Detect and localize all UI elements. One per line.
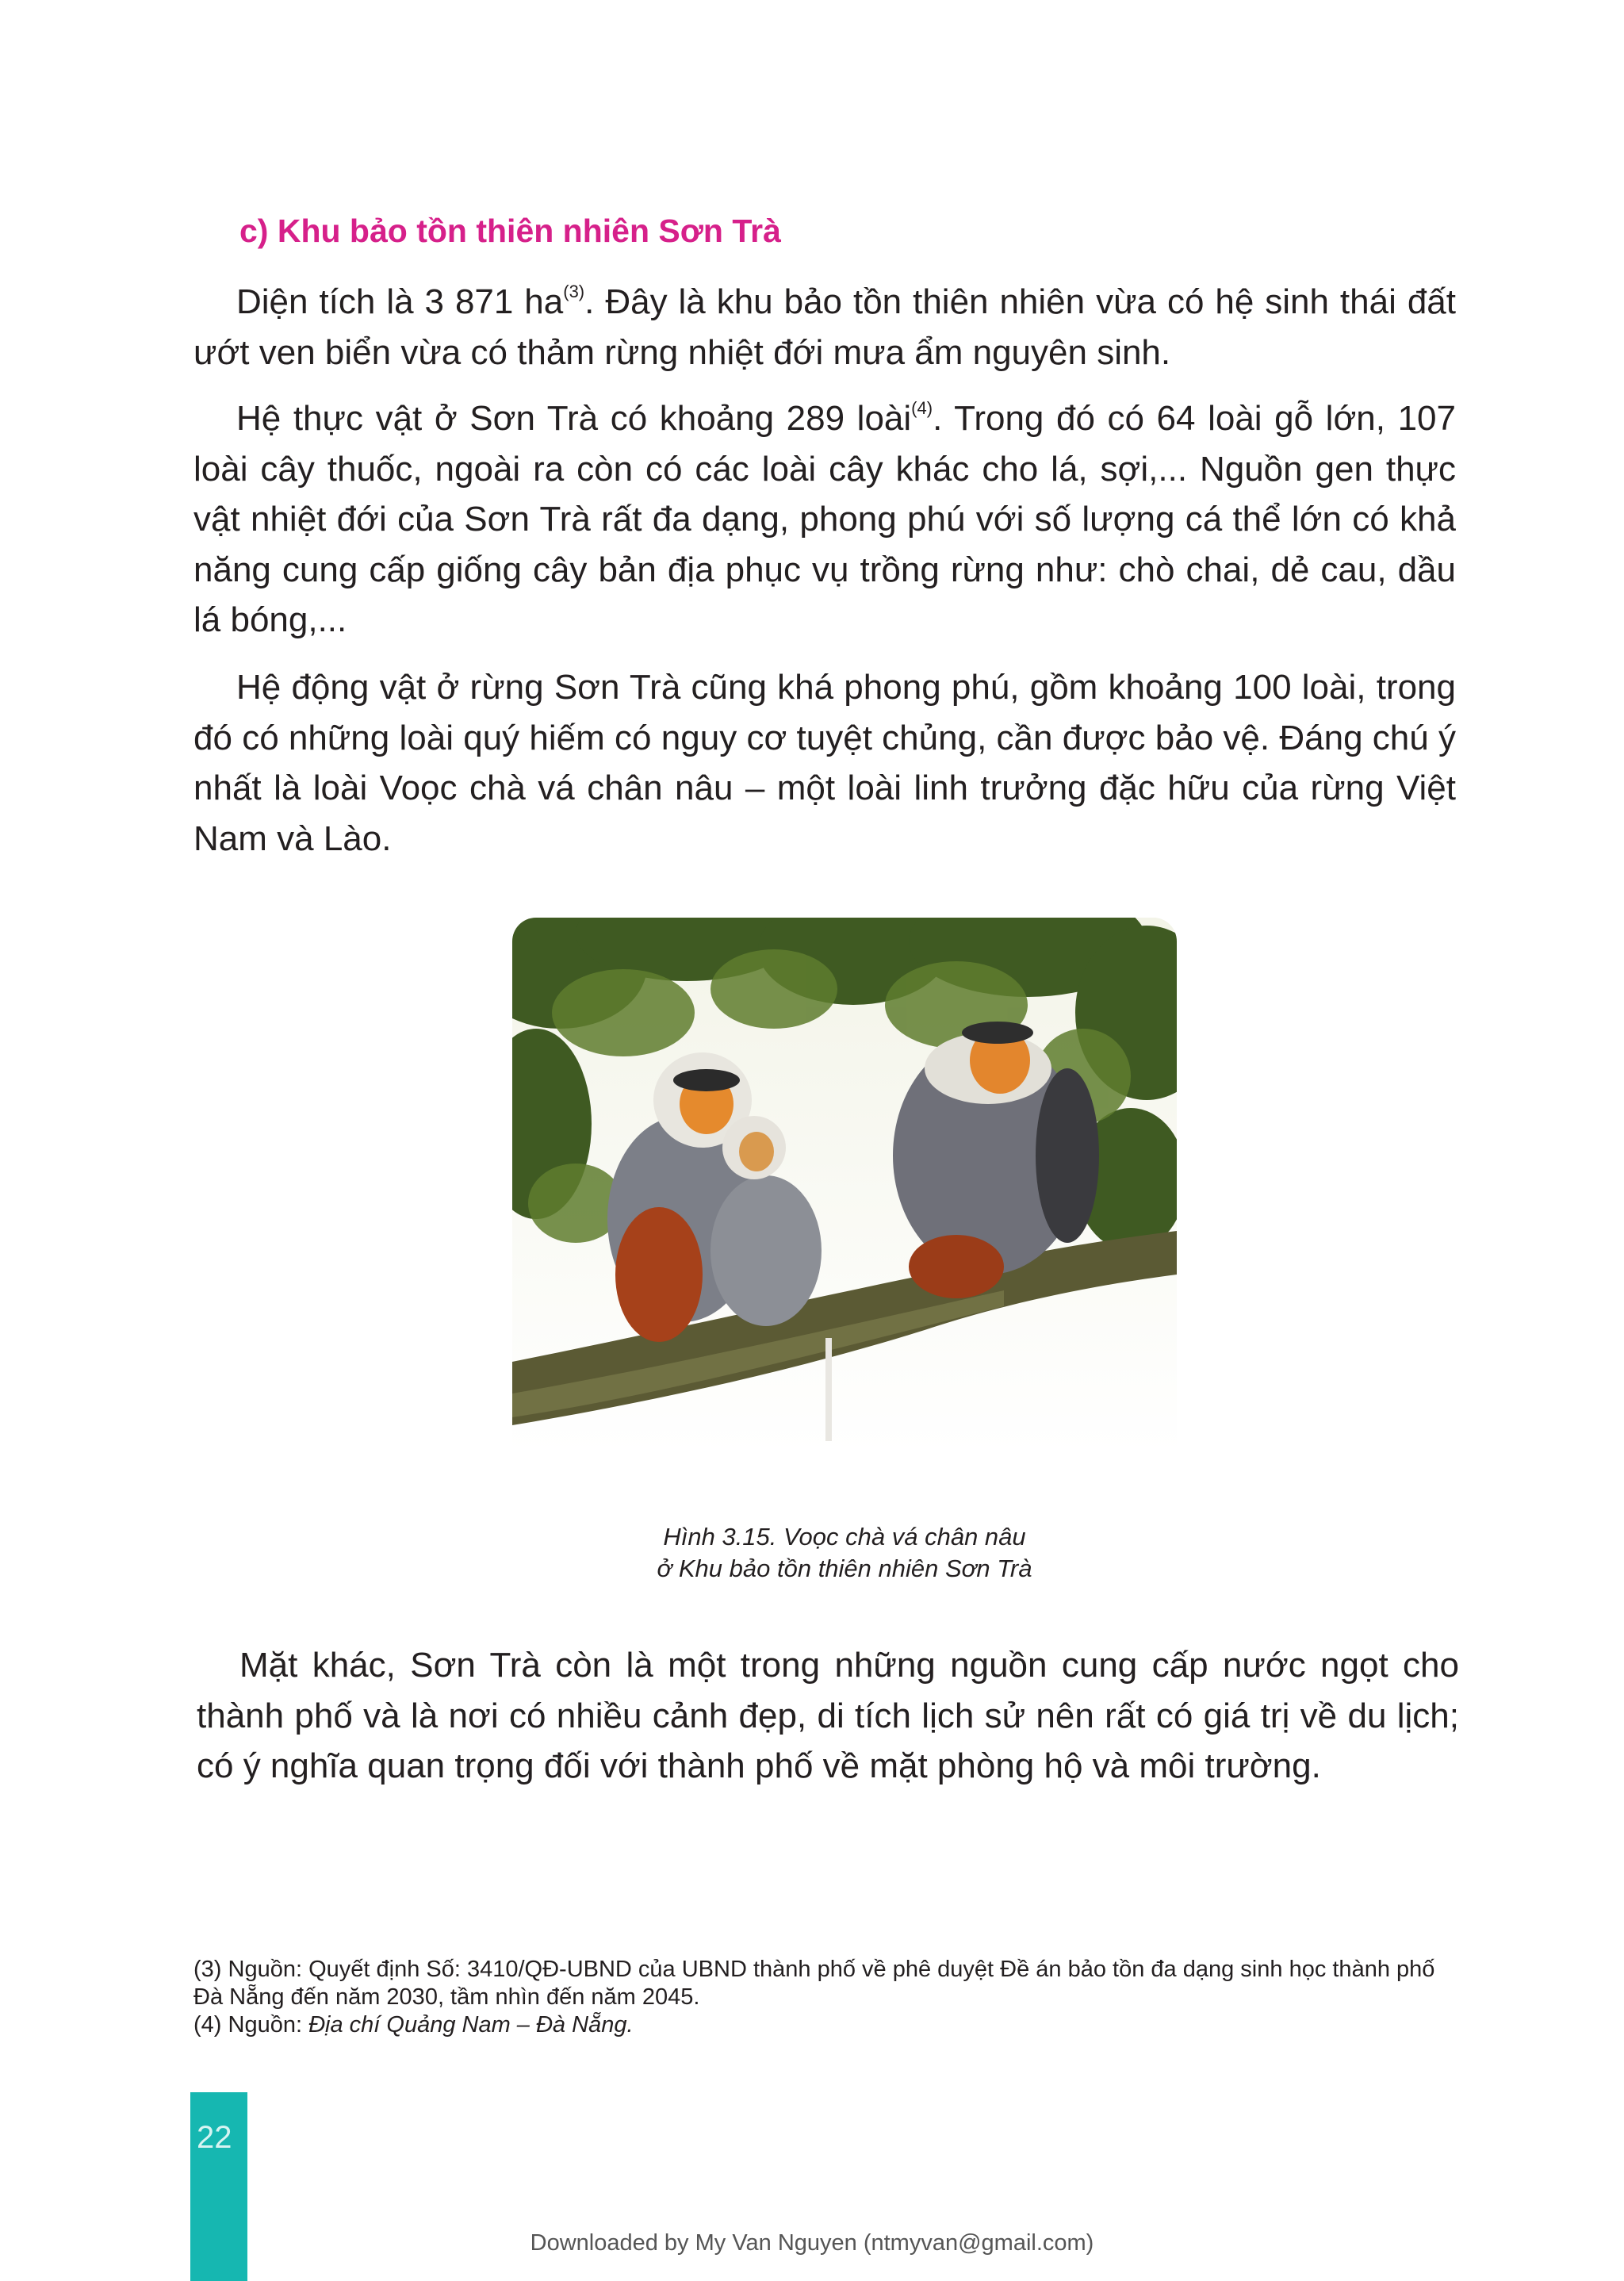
paragraph-flora	[193, 393, 1456, 646]
footnote-4-source: Địa chí Quảng Nam – Đà Nẵng.	[308, 2012, 634, 2038]
figure-caption	[508, 1521, 1182, 1585]
paragraph-text: Hệ thực vật ở Sơn Trà có khoảng 289 loài	[236, 399, 912, 438]
footnotes	[193, 1956, 1462, 2039]
footnote-ref-3: (3)	[563, 282, 585, 301]
paragraph-text: Diện tích là 3 871 ha	[236, 282, 564, 321]
download-note: Downloaded by My Van Nguyen (ntmyvan@gmail.com)	[530, 2230, 1094, 2256]
footnote-ref-4: (4)	[911, 398, 933, 418]
caption-line-1: Hình 3.15. Voọc chà vá chân nâu	[663, 1523, 1026, 1551]
footnote-4	[193, 2011, 1462, 2039]
page-number: 22	[197, 2120, 232, 2155]
caption-line-2: ở Khu bảo tồn thiên nhiên Sơn Trà	[657, 1555, 1032, 1582]
footnote-3: (3) Nguồn: Quyết định Số: 3410/QĐ-UBND của UBND thành phố về phê duyệt Đề án bảo tồn đa dạng sinh học thành phố Đà Nẵng đến năm 2030, tầm nhìn đến năm 2045.	[193, 1957, 1435, 2010]
footnote-4-prefix: (4) Nguồn:	[193, 2012, 309, 2038]
paragraph-water-tourism: Mặt khác, Sơn Trà còn là một trong những nguồn cung cấp nước ngọt cho thành phố và là nơi có nhiều cảnh đẹp, di tích lịch sử nên rất có giá trị về du lịch; có ý nghĩa quan trọng đối với thành phố về mặt phòng hộ và môi trường.	[197, 1646, 1459, 1785]
paragraph-area	[193, 277, 1456, 378]
photo-illustration	[512, 918, 1177, 1454]
paragraph-fauna: Hệ động vật ở rừng Sơn Trà cũng khá phong phú, gồm khoảng 100 loài, trong đó có những loài quý hiếm có nguy cơ tuyệt chủng, cần được bảo vệ. Đáng chú ý nhất là loài Voọc chà vá chân nâu – một loài linh trưởng đặc hữu của rừng Việt Nam và Lào.	[193, 668, 1456, 858]
section-heading: c) Khu bảo tồn thiên nhiên Sơn Trà	[239, 213, 781, 249]
paragraph-text-cont: . Đây là khu bảo tồn thiên nhiên vừa có hệ sinh thái đất ướt ven biển vừa có thảm rừng nhiệt đới mưa ẩm nguyên sinh.	[193, 282, 1456, 372]
douc-langur-photo	[512, 918, 1177, 1454]
paragraph-text-cont: . Trong đó có 64 loài gỗ lớn, 107 loài cây thuốc, ngoài ra còn có các loài cây khác cho lá, sợi,... Nguồn gen thực vật nhiệt đới của Sơn Trà rất đa dạng, phong phú với số lượng cá thể lớn có khả năng cung cấp giống cây bản địa phục vụ trồng rừng như: chò chai, dẻ cau, dầu lá bóng,...	[193, 399, 1456, 639]
